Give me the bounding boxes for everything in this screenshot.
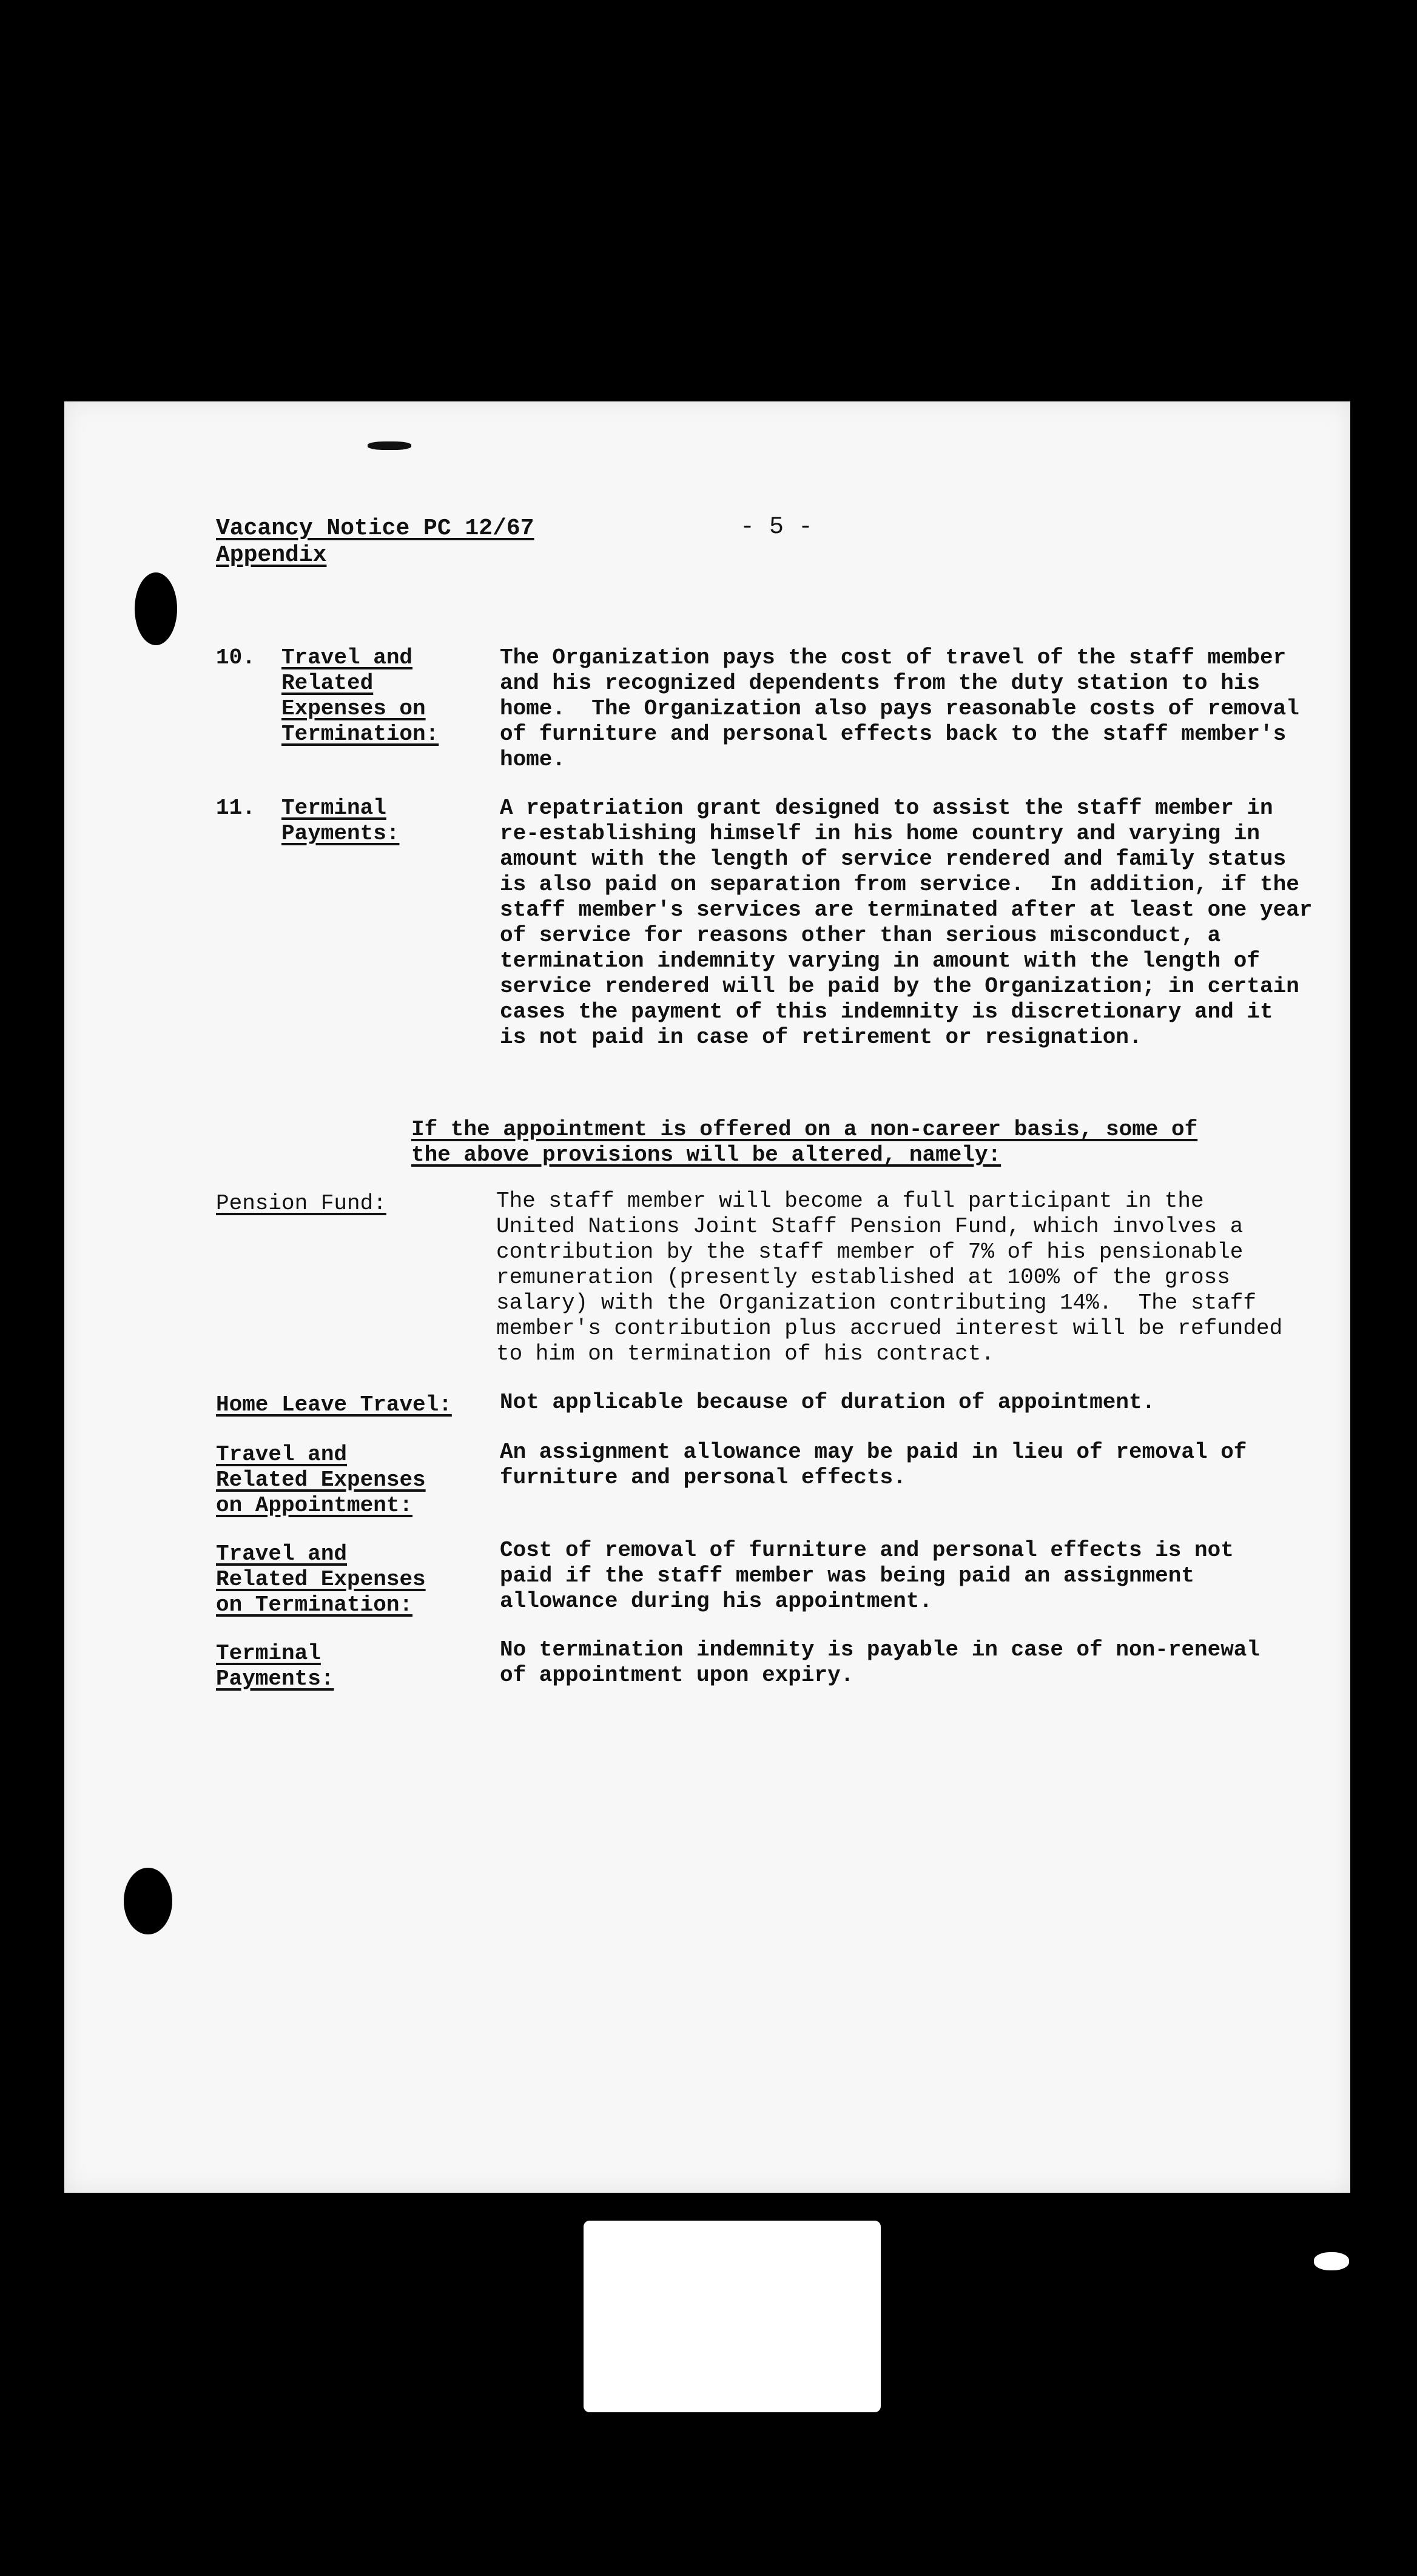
vacancy-notice-title: Vacancy Notice PC 12/67 — [216, 515, 534, 542]
document-page — [64, 401, 1350, 2193]
appendix-label: Appendix — [216, 542, 327, 568]
text-terminal-payments: No termination indemnity is payable in case of non-renewal of appointment upon expiry. — [500, 1637, 1260, 1688]
label-travel-appointment: Travel and Related Expenses on Appointment: — [216, 1442, 426, 1518]
non-career-heading: If the appointment is offered on a non-career basis, some of the above provisions will be altered, namely: — [411, 1117, 1198, 1167]
text-travel-termination: Cost of removal of furniture and personal effects is not paid if the staff member was being paid an assignment allowance during his appointment. — [500, 1538, 1234, 1614]
white-speck — [1314, 2252, 1349, 2270]
page-number: - 5 - — [740, 514, 813, 541]
item-label-travel-termination: Travel and Related Expenses on Termination: — [281, 645, 439, 746]
punch-hole-top — [135, 572, 177, 645]
text-travel-appointment: An assignment allowance may be paid in lieu of removal of furniture and personal effects. — [500, 1440, 1247, 1490]
item-number-10: 10. — [216, 645, 255, 670]
label-travel-termination: Travel and Related Expenses on Termination: — [216, 1541, 426, 1617]
label-terminal-payments: Terminal Payments: — [216, 1641, 334, 1691]
text-pension-fund: The staff member will become a full participant in the United Nations Joint Staff Pension Fund, which involves a contribution by the staff member of 7% of his pensionable remuneration (presently established at 100% of the gross salary) with the Organization contributing 14%. The staff member's contribution plus accrued interest will be refunded to him on termination of his contract. — [496, 1189, 1283, 1366]
white-tab — [584, 2221, 881, 2412]
label-home-leave-travel: Home Leave Travel: — [216, 1392, 452, 1417]
item-label-terminal-payments: Terminal Payments: — [281, 796, 400, 846]
label-pension-fund: Pension Fund: — [216, 1191, 386, 1216]
text-home-leave-travel: Not applicable because of duration of appointment. — [500, 1390, 1156, 1415]
ink-smudge — [368, 441, 411, 450]
item-text-terminal-payments: A repatriation grant designed to assist the staff member in re-establishing himself in his home country and varying in amount with the length of service rendered and family status is also paid on separation from service. In addition, if the staff member's services are terminated after at least one year of service for reasons other than serious misconduct, a termination indemnity varying in amount with the length of service rendered will be paid by the Organization; in certain cases the payment of this indemnity is discretionary and it is not paid in case of retirement or resignation. — [500, 796, 1313, 1050]
item-number-11: 11. — [216, 796, 255, 820]
punch-hole-bottom — [124, 1868, 172, 1934]
item-text-travel-termination: The Organization pays the cost of travel of the staff member and his recognized dependents from the duty station to his home. The Organization also pays reasonable costs of removal of furniture and personal effects back to the staff member's home. — [500, 645, 1299, 772]
